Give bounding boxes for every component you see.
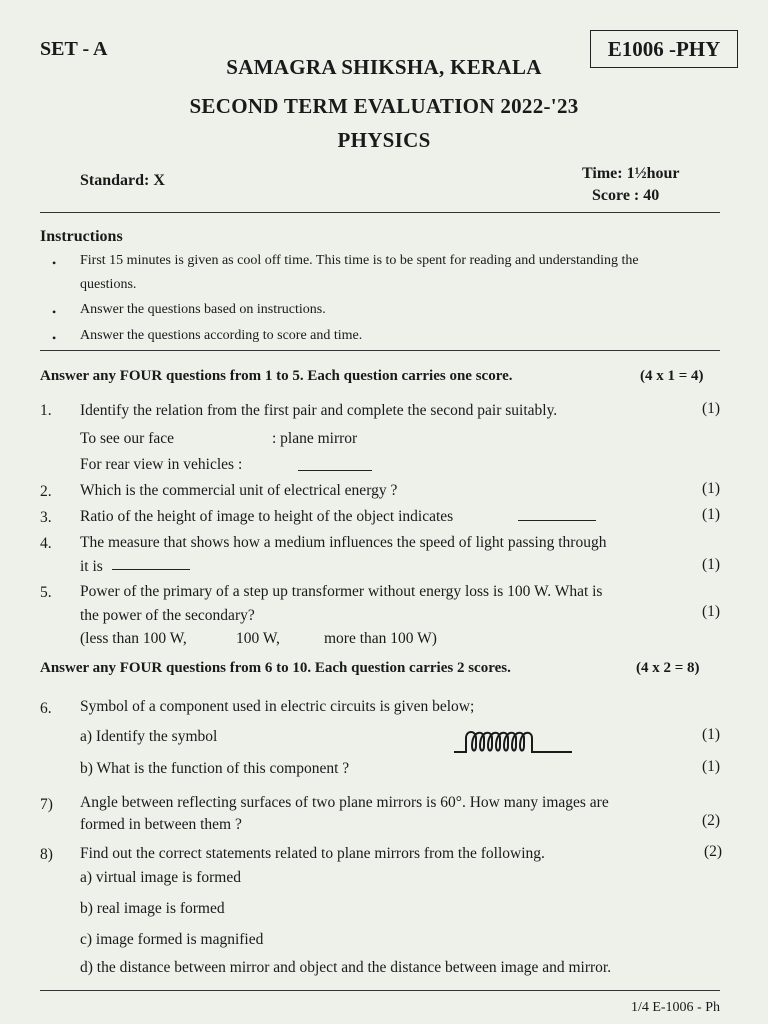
score-label: Score : 40 xyxy=(592,187,660,204)
q2-number: 2. xyxy=(40,483,52,500)
instructions-divider xyxy=(40,350,720,351)
instruction-item: Answer the questions based on instructions. xyxy=(80,302,326,317)
instruction-item: Answer the questions according to score and time. xyxy=(80,328,363,343)
q8-text: Find out the correct statements related to plane mirrors from the following. xyxy=(80,845,545,862)
time-label: Time: 1½hour xyxy=(582,165,680,182)
q5-mark: (1) xyxy=(702,603,721,620)
q8-option: a) virtual image is formed xyxy=(80,869,241,886)
q6-part-a-mark: (1) xyxy=(702,726,721,743)
bullet-icon: • xyxy=(52,331,57,345)
q6-part-b-mark: (1) xyxy=(702,758,721,775)
q1-text: Identify the relation from the first pair and complete the second pair suitably. xyxy=(80,402,558,419)
q5-option-1: (less than 100 W, xyxy=(80,630,187,647)
q5-text-line1: Power of the primary of a step up transformer without energy loss is 100 W. What is xyxy=(80,583,603,600)
q4-number: 4. xyxy=(40,535,52,552)
q6-part-b: b) What is the function of this component ? xyxy=(80,760,350,777)
instructions-title: Instructions xyxy=(40,228,123,245)
org-title: SAMAGRA SHIKSHA, KERALA xyxy=(226,55,542,79)
q1-pair2-left: For rear view in vehicles : xyxy=(80,456,243,473)
q4-text-line1: The measure that shows how a medium influences the speed of light passing through xyxy=(80,534,607,551)
q2-mark: (1) xyxy=(702,480,721,497)
instruction-item: questions. xyxy=(80,277,137,292)
q1-pair1-right: : plane mirror xyxy=(272,430,358,447)
q8-number: 8) xyxy=(40,846,53,863)
paper-code-box: E1006 -PHY xyxy=(590,30,738,68)
q4-answer-blank xyxy=(112,569,190,570)
q7-text-line2: formed in between them ? xyxy=(80,816,242,833)
q2-text: Which is the commercial unit of electrical energy ? xyxy=(80,482,398,499)
q8-mark: (2) xyxy=(704,843,723,860)
section2-score: (4 x 2 = 8) xyxy=(636,660,700,676)
q7-mark: (2) xyxy=(702,812,721,829)
section2-heading: Answer any FOUR questions from 6 to 10. Each question carries 2 scores. xyxy=(40,660,511,676)
q6-text: Symbol of a component used in electric circuits is given below; xyxy=(80,698,475,715)
q3-text: Ratio of the height of image to height of the object indicates xyxy=(80,508,454,525)
q6-part-a: a) Identify the symbol xyxy=(80,728,218,745)
q8-option: d) the distance between mirror and object and the distance between image and mirror. xyxy=(80,959,612,976)
q1-pair1-left: To see our face xyxy=(80,430,175,447)
bullet-icon: • xyxy=(52,305,57,319)
q1-mark: (1) xyxy=(702,400,721,417)
q8-option: c) image formed is magnified xyxy=(80,931,264,948)
q4-text-line2: it is xyxy=(80,558,103,575)
q5-text-line2: the power of the secondary? xyxy=(80,607,255,624)
q1-number: 1. xyxy=(40,402,52,419)
q5-option-3: more than 100 W) xyxy=(324,630,437,647)
page-footer: 1/4 E-1006 - Ph xyxy=(630,1000,720,1015)
section1-heading: Answer any FOUR questions from 1 to 5. Each question carries one score. xyxy=(40,368,513,384)
q7-text-line1: Angle between reflecting surfaces of two plane mirrors is 60°. How many images are xyxy=(80,794,609,811)
set-label: SET - A xyxy=(40,38,108,60)
q3-mark: (1) xyxy=(702,506,721,523)
q4-mark: (1) xyxy=(702,556,721,573)
q5-number: 5. xyxy=(40,584,52,601)
header-divider xyxy=(40,212,720,213)
q6-number: 6. xyxy=(40,700,52,717)
exam-title: SECOND TERM EVALUATION 2022-'23 xyxy=(189,94,579,118)
subject-title: PHYSICS xyxy=(337,128,431,152)
bullet-icon: • xyxy=(52,256,57,270)
q5-option-2: 100 W, xyxy=(236,630,280,647)
instruction-item: First 15 minutes is given as cool off time. This time is to be spent for reading and understanding the xyxy=(80,253,639,268)
q1-answer-blank xyxy=(298,470,372,471)
q3-number: 3. xyxy=(40,509,52,526)
q8-option: b) real image is formed xyxy=(80,900,225,917)
standard-label: Standard: X xyxy=(80,172,165,189)
inductor-coil-icon xyxy=(452,726,576,756)
q3-answer-blank xyxy=(518,520,596,521)
q7-number: 7) xyxy=(40,796,53,813)
footer-divider xyxy=(40,990,720,991)
section1-score: (4 x 1 = 4) xyxy=(640,368,704,384)
